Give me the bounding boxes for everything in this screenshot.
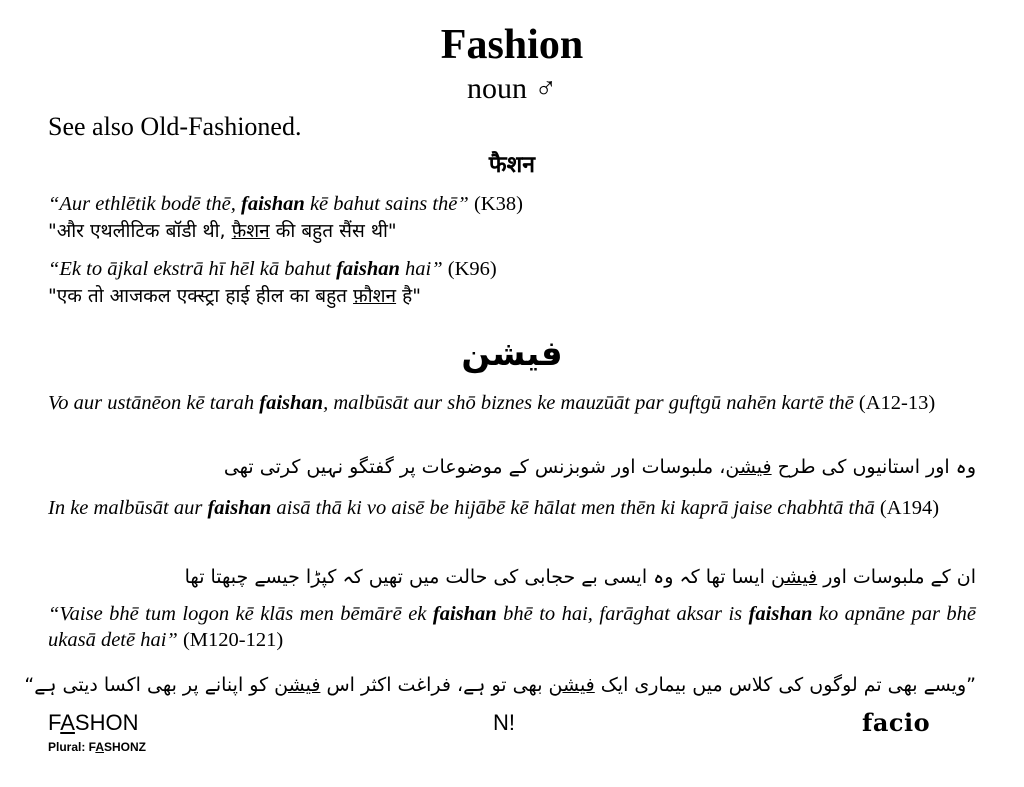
urdu-headword: فیشن xyxy=(461,334,563,374)
hindi-headword: फैशन xyxy=(488,152,536,178)
hindi-example-1-devanagari: "और एथलीटिक बॉडी थी, फ़ैशन की बहुत सैंस थी" xyxy=(48,220,397,242)
urdu-example-3-roman: “Vaise bhē tum logon kē klās men bēmārē ek faishan bhē to hai, farāghat aksar is faishan ko apnāne par bhē ukasā detē hai” (M120-121) xyxy=(48,603,976,651)
urdu-example-1-roman: Vo aur ustānēon kē tarah faishan, malbūsāt aur shō biznes ke mauzūāt par guftgū nahēn kartē thē (A12-13) xyxy=(48,392,936,414)
urdu-example-2-nastaliq: ان کے ملبوسات اور فیشن ایسا تھا کہ وہ ایسی بے حجابی کی حالت میں تھیں کہ کپڑا جیسے چبھتا تھا xyxy=(184,566,976,588)
urdu-example-3-nastaliq: ”ویسے بھی تم لوگوں کی کلاس میں بیماری ایک فیشن بھی تو ہے، فراغت اکثر اس فیشن کو اپنانے پر بھی اکسا دیتی ہے“ xyxy=(24,674,976,696)
urdu-example-1-nastaliq: وہ اور استانیوں کی طرح فیشن، ملبوسات اور شوبزنس کے موضوعات پر گفتگو نہیں کرتی تھی xyxy=(223,456,976,478)
see-also-note: See also Old-Fashioned. xyxy=(48,112,302,141)
plural-form: Plural: FASHONZ xyxy=(48,740,147,754)
part-of-speech: noun ♂ xyxy=(467,72,557,105)
hindi-example-1-roman: “Aur ethlētik bodē thē, faishan kē bahut sains thē” (K38) xyxy=(48,193,523,215)
pronunciation-word: FASHON xyxy=(48,710,139,735)
hindi-example-2-devanagari: "एक तो आजकल एक्स्ट्रा हाई हील का बहुत फ़ौशन है" xyxy=(48,285,421,307)
exclamation-mark-label: N! xyxy=(493,710,515,735)
urdu-example-2-roman: In ke malbūsāt aur faishan aisā thā ki vo aisē be hijābē kē hālat men thēn ki kaprā jaise chabhtā thā (A194) xyxy=(48,497,940,519)
facio-logo: facio xyxy=(862,708,931,737)
hindi-example-2-roman: “Ek to ājkal ekstrā hī hēl kā bahut faishan hai” (K96) xyxy=(48,258,497,280)
headword: Fashion xyxy=(440,22,584,68)
